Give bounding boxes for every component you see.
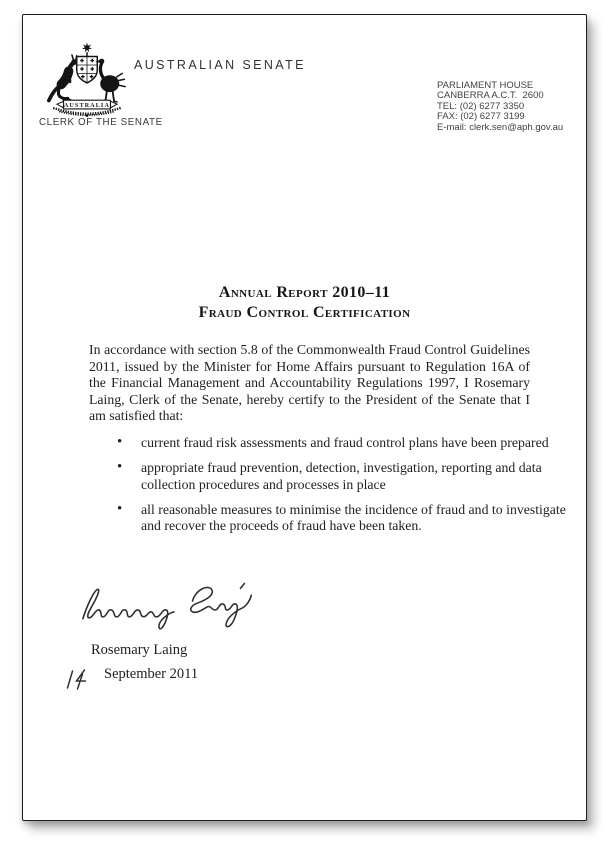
document-title <box>23 283 586 323</box>
contact-line-fax: FAX: (02) 6277 3199 <box>437 111 525 123</box>
shield-icon <box>77 57 98 83</box>
title-line-1: Annual Report 2010–11 <box>218 284 391 301</box>
contact-line-tel: TEL: (02) 6277 3350 <box>437 100 525 112</box>
emblem-country-label: AUSTRALIA <box>64 103 110 110</box>
emu-icon <box>95 59 125 102</box>
commonwealth-star-icon <box>82 43 92 53</box>
australia-banner <box>57 100 117 109</box>
contact-block <box>437 81 563 133</box>
bullet-item-risk-assessments: • current fraud risk assessments and fraud control plans have been prepared <box>141 435 582 452</box>
date-text: September 2011 <box>104 666 199 682</box>
kangaroo-icon <box>49 55 77 100</box>
signatory-name: Rosemary Laing <box>91 642 188 658</box>
contact-line-address1: PARLIAMENT HOUSE <box>437 80 534 91</box>
bullet-item-measures: • all reasonable measures to minimise the incidence of fraud and to investigate and recover the proceeds of fraud have been taken. <box>141 502 582 535</box>
bullet-item-procedures: • appropriate fraud prevention, detection, investigation, reporting and data collection procedures and processes in place <box>141 460 582 493</box>
australian-coat-of-arms-emblem <box>43 41 131 119</box>
handwritten-signature <box>77 579 263 633</box>
office-name: CLERK OF THE SENATE <box>39 117 163 128</box>
certification-paragraph: In accordance with section 5.8 of the Commonwealth Fraud Control Guidelines 2011, issued by the Minister for Home Affairs pursuant to Regulation 16A of the Financial Management and Accountability Regulations 1997, I Rosemary Laing, Clerk of the Senate, hereby certify to the President of the Senate that I am satisfied that: <box>89 342 530 424</box>
org-name: AUSTRALIAN SENATE <box>134 58 306 72</box>
handwritten-date-day <box>65 668 90 691</box>
document-page <box>22 14 587 821</box>
certification-bullet-list <box>89 435 582 543</box>
contact-line-email: E-mail: clerk.sen@aph.gov.au <box>437 121 564 133</box>
contact-line-address2: CANBERRA A.C.T. 2600 <box>437 90 544 102</box>
title-line-2: Fraud Control Certification <box>198 304 411 321</box>
